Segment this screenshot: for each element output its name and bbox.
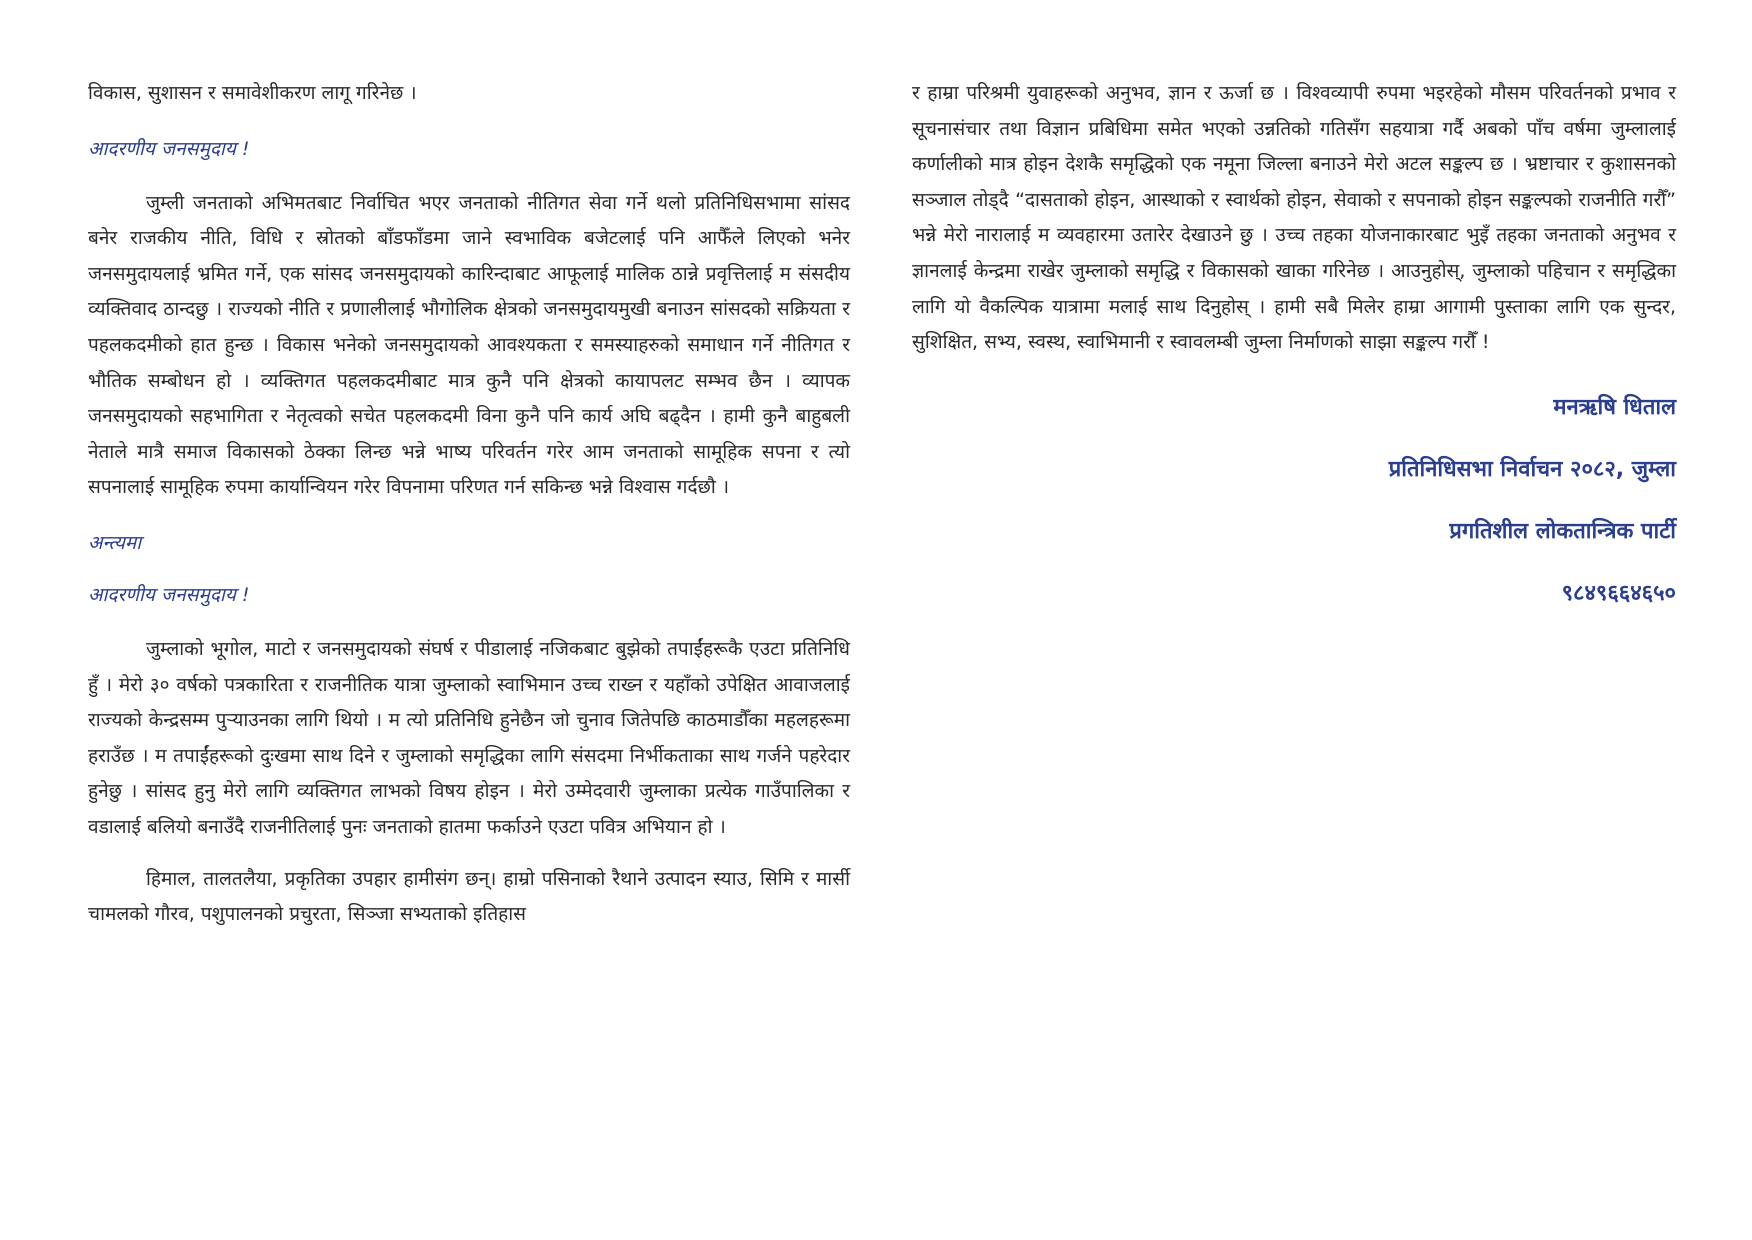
intro-line: विकास, सुशासन र समावेशीकरण लागू गरिनेछ ।: [88, 82, 417, 104]
paragraph-parliament: जुम्ली जनताको अभिमतबाट निर्वाचित भएर जनताको नीतिगत सेवा गर्ने थलो प्रतिनिधिसभामा सांसद बनेर राजकीय नीति, विधि र स्रोतको बाँडफाँडमा जाने स्वभाविक बजेटलाई पनि आफैँले लिएको भनेर जनसमुदायलाई भ्रमित गर्ने, एक सांसद जनसमुदायको कारिन्दाबाट आफूलाई मालिक ठान्ने प्रवृत्तिलाई म संसदीय व्यक्तिवाद ठान्दछु । राज्यको नीति र प्रणालीलाई भौगोलिक क्षेत्रको जनसमुदायमुखी बनाउन सांसदको सक्रियता र पहलकदमीको हात हुन्छ । विकास भनेको जनसमुदायको आवश्यकता र समस्याहरुको समाधान गर्ने नीतिगत र भौतिक सम्बोधन हो । व्यक्तिगत पहलकदमीबाट मात्र कुनै पनि क्षेत्रको कायापलट सम्भव छैन । व्यापक जनसमुदायको सहभागिता र नेतृत्वको सचेत पहलकदमी विना कुनै पनि कार्य अघि बढ्दैन । हामी कुनै बाहुबली नेताले मात्रै समाज विकासको ठेक्का लिन्छ भन्ने भाष्य परिवर्तन गरेर आम जनताको सामूहिक सपना र त्यो सपनालाई सामूहिक रुपमा कार्यान्वियन गरेर विपनामा परिणत गर्न सकिन्छ भन्ने विश्वास गर्दछौ ।: [88, 191, 850, 499]
salutation-heading-2: आदरणीय जनसमुदाय !: [88, 583, 250, 606]
election-label: प्रतिनिधिसभा निर्वाचन २०८२, जुम्ला: [1388, 456, 1676, 482]
closing-heading: अन्त्यमा: [88, 531, 142, 554]
left-column: [88, 76, 850, 933]
phone-number: ९८४९६६४६५०: [1561, 580, 1676, 606]
salutation-heading: आदरणीय जनसमुदाय !: [88, 137, 250, 160]
party-name: प्रगतिशील लोकतान्त्रिक पार्टी: [1449, 518, 1676, 544]
right-column: [912, 76, 1676, 609]
paragraph-resources: हिमाल, तालतलैया, प्रकृतिका उपहार हामीसंग छन्। हाम्रो पसिनाको रैथाने उत्पादन स्याउ, सिमि र मार्सी चामलको गौरव, पशुपालनको प्रचुरता, सिञ्जा सभ्यताको इतिहास: [88, 867, 850, 926]
paragraph-vision: र हाम्रा परिश्रमी युवाहरूको अनुभव, ज्ञान र ऊर्जा छ । विश्वव्यापी रुपमा भइरहेको मौसम परिवर्तनको प्रभाव र सूचनासंचार तथा विज्ञान प्रबिधिमा समेत भएको उन्नतिको गतिसँग सहयात्रा गर्दै अबको पाँच वर्षमा जुम्लालाई कर्णालीको मात्र होइन देशकै समृद्धिको एक नमूना जिल्ला बनाउने मेरो अटल सङ्कल्प छ । भ्रष्टाचार र कुशासनको सञ्जाल तोड्दै “दासताको होइन, आस्थाको र स्वार्थको होइन, सेवाको र सपनाको होइन सङ्कल्पको राजनीति गरौँ” भन्ने मेरो नारालाई म व्यवहारमा उतारेर देखाउने छु । उच्च तहका योजनाकारबाट भुइँ तहका जनताको अनुभव र ज्ञानलाई केन्द्रमा राखेर जुम्लाको समृद्धि र विकासको खाका गरिनेछ । आउनुहोस्, जुम्लाको पहिचान र समृद्धिका लागि यो वैकल्पिक यात्रामा मलाई साथ दिनुहोस् । हामी सबै मिलेर हाम्रा आगामी पुस्ताका लागि एक सुन्दर, सुशिक्षित, सभ्य, स्वस्थ, स्वाभिमानी र स्वावलम्बी जुम्ला निर्माणको साझा सङ्कल्प गरौँ !: [912, 82, 1676, 354]
paragraph-representative: जुम्लाको भूगोल, माटो र जनसमुदायको संघर्ष र पीडालाई नजिकबाट बुझेको तपाईंहरूकै एउटा प्रतिनिधि हुँ । मेरो ३० वर्षको पत्रकारिता र राजनीतिक यात्रा जुम्लाको स्वाभिमान उच्च राख्न र यहाँको उपेक्षित आवाजलाई राज्यको केन्द्रसम्म पुर्‍याउनका लागि थियो । म त्यो प्रतिनिधि हुनेछैन जो चुनाव जितेपछि काठमाडौँका महलहरूमा हराउँछ । म तपाईंहरूको दुःखमा साथ दिने र जुम्लाको समृद्धिका लागि संसदमा निर्भीकताका साथ गर्जने पहरेदार हुनेछु । सांसद हुनु मेरो लागि व्यक्तिगत लाभको विषय होइन । मेरो उम्मेदवारी जुम्लाका प्रत्येक गाउँपालिका र वडालाई बलियो बनाउँदै राजनीतिलाई पुनः जनताको हातमा फर्काउने एउटा पवित्र अभियान हो ।: [88, 637, 850, 838]
candidate-name: मनऋषि धिताल: [1553, 394, 1676, 420]
